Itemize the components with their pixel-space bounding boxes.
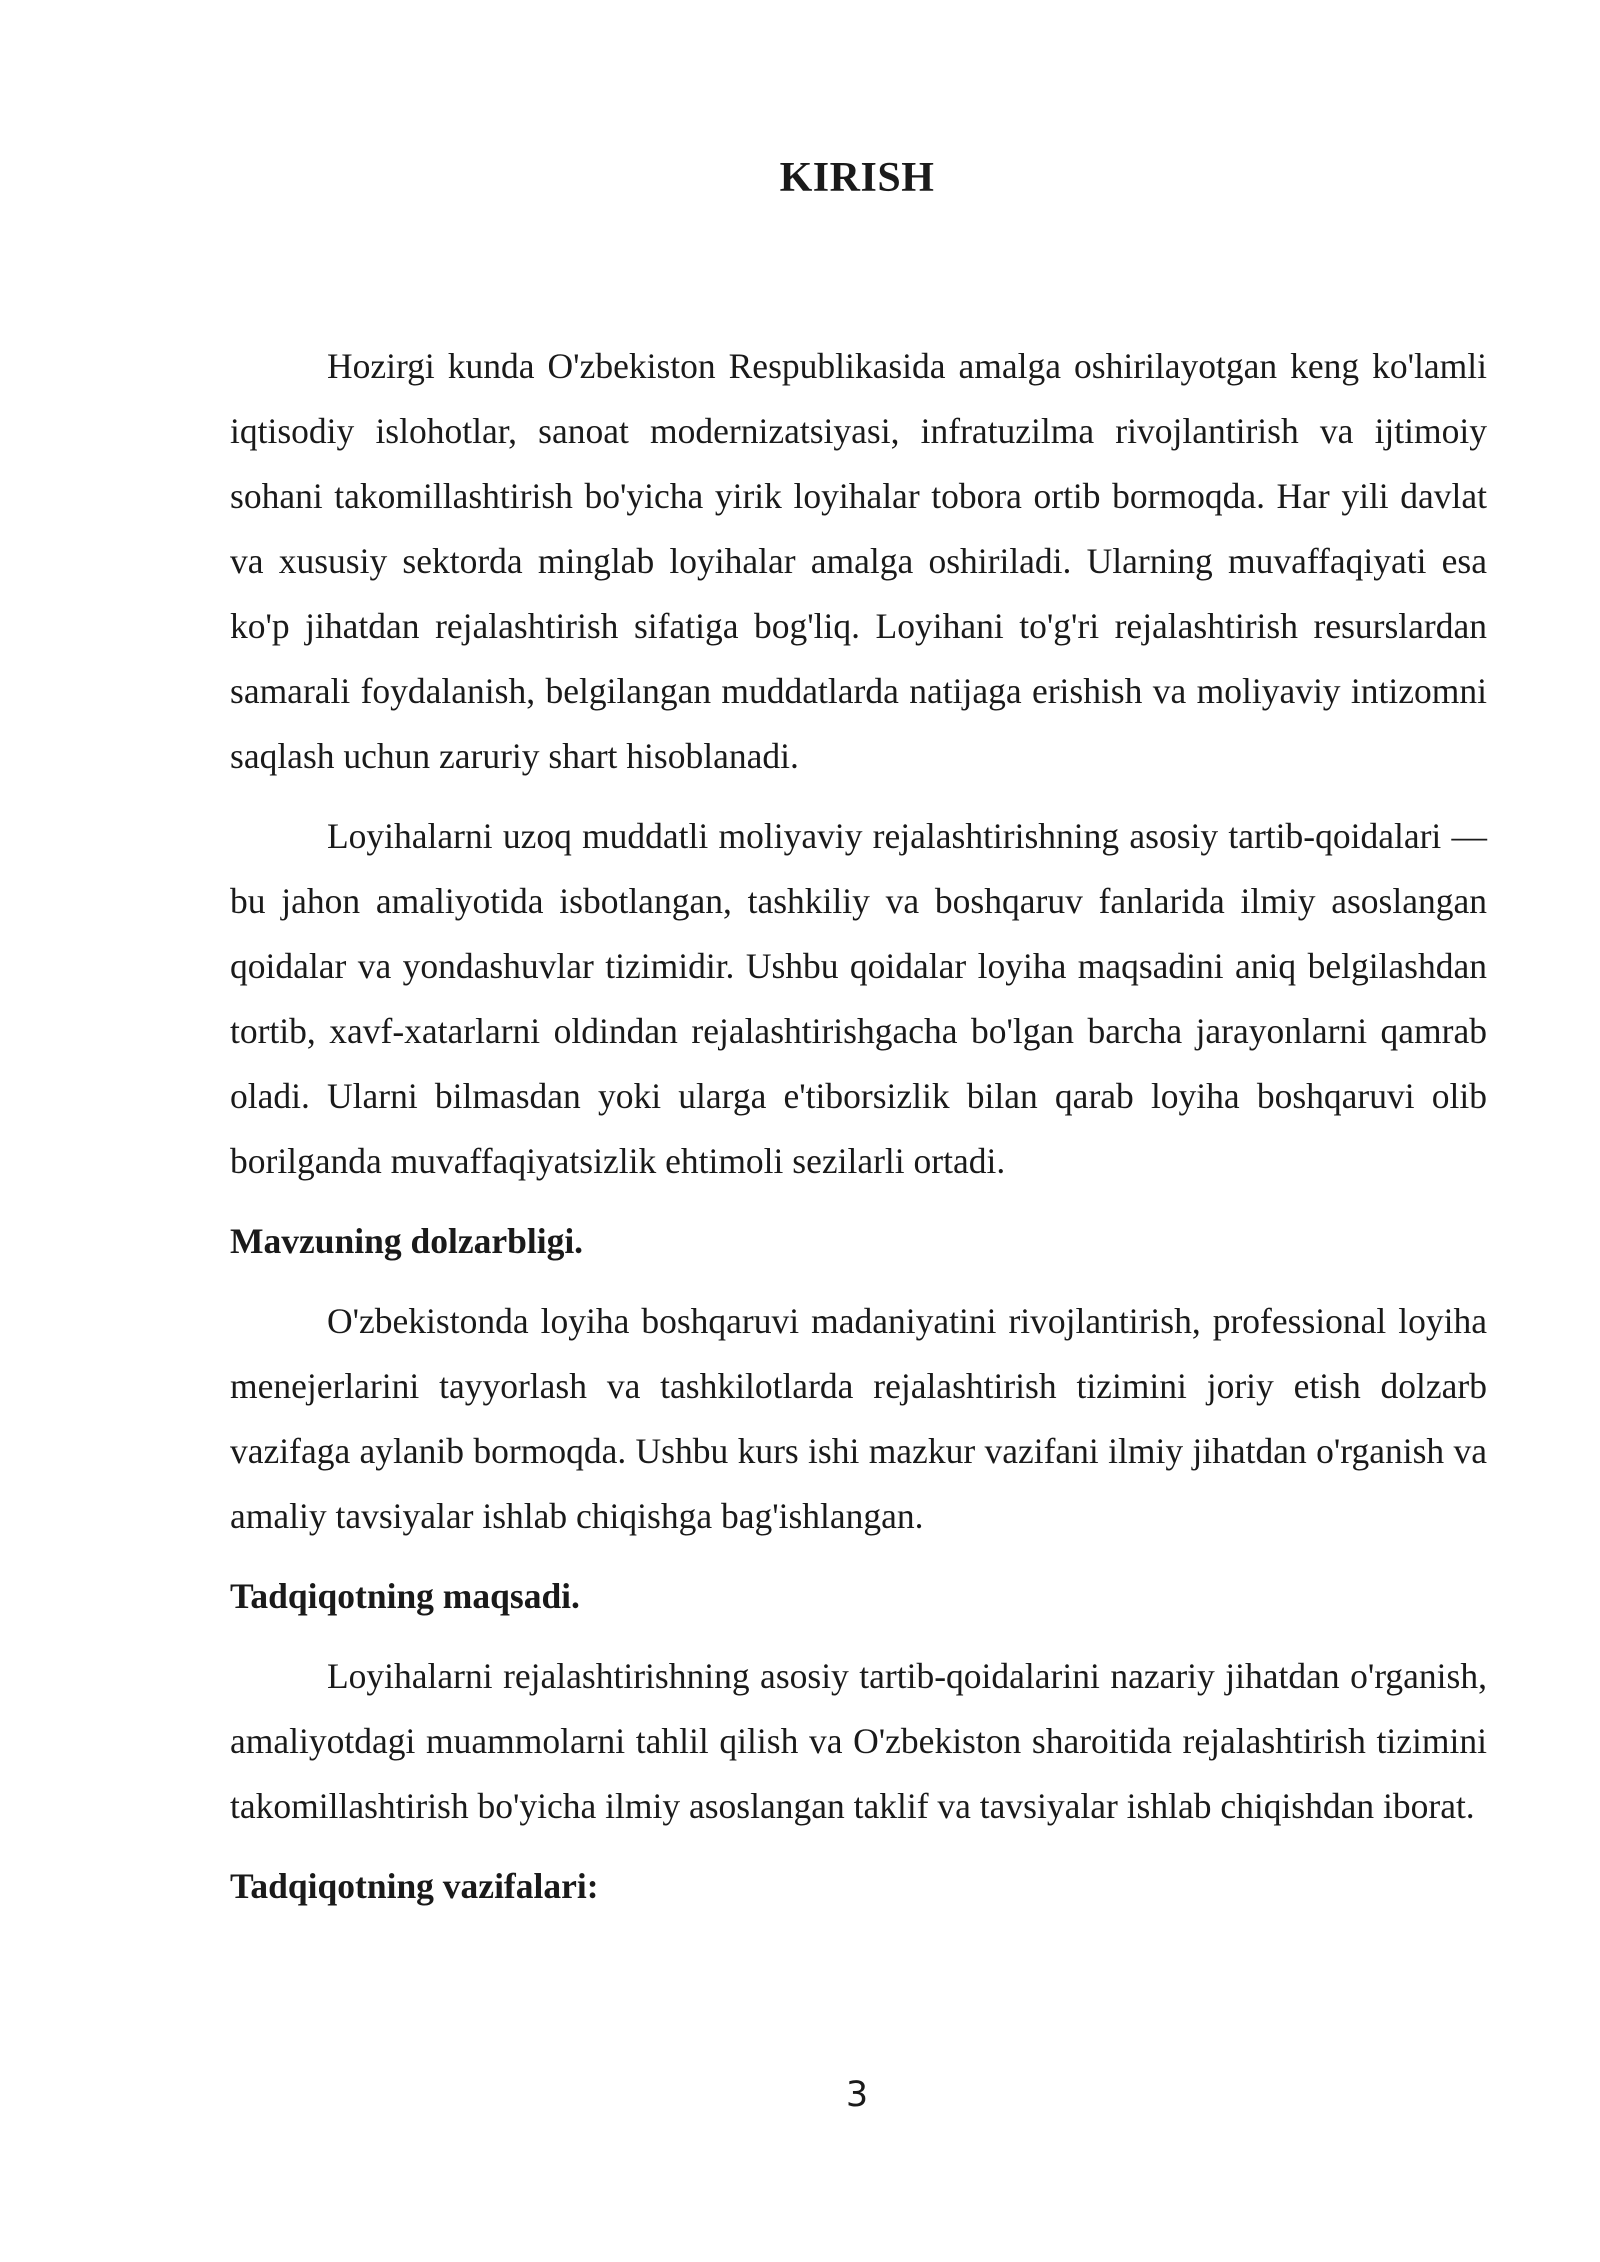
page-title: KIRISH: [779, 155, 935, 201]
relevance-paragraph: O'zbekistonda loyiha boshqaruvi madaniyatini rivojlantirish, professional loyiha menejerlarini tayyorlash va tashkilotlarda rejalashtirish tizimini joriy etish dolzarb vazifaga aylanib bormoqda. Ushbu kurs ishi mazkur vazifani ilmiy jihatdan o'rganish va amaliy tavsiyalar ishlab chiqishga bag'ishlangan.: [230, 1301, 1487, 1536]
page-number: 3: [845, 2075, 869, 2115]
body-content: [230, 334, 1487, 1934]
section-heading-tasks: Tadqiqotning vazifalari:: [230, 1866, 599, 1906]
intro-paragraph-1: Hozirgi kunda O'zbekiston Respublikasida amalga oshirilayotgan keng ko'lamli iqtisodiy islohotlar, sanoat modernizatsiyasi, infratuzilma rivojlantirish va ijtimoiy sohani takomillashtirish bo'yicha yirik loyihalar tobora ortib bormoqda. Har yili davlat va xususiy sektorda minglab loyihalar amalga oshiriladi. Ularning muvaffaqiyati esa ko'p jihatdan rejalashtirish sifatiga bog'liq. Loyihani to'g'ri rejalashtirish resurslardan samarali foydalanish, belgilangan muddatlarda natijaga erishish va moliyaviy intizomni saqlash uchun zaruriy shart hisoblanadi.: [230, 346, 1487, 776]
section-heading-relevance: Mavzuning dolzarbligi.: [230, 1221, 584, 1261]
intro-paragraph-2: Loyihalarni uzoq muddatli moliyaviy rejalashtirishning asosiy tartib-qoidalari — bu jahon amaliyotida isbotlangan, tashkiliy va boshqaruv fanlarida ilmiy asoslangan qoidalar va yondashuvlar tizimidir. Ushbu qoidalar loyiha maqsadini aniq belgilashdan tortib, xavf-xatarlarni oldindan rejalashtirishgacha bo'lgan barcha jarayonlarni qamrab oladi. Ularni bilmasdan yoki ularga e'tiborsizlik bilan qarab loyiha boshqaruvi olib borilganda muvaffaqiyatsizlik ehtimoli sezilarli ortadi.: [230, 816, 1487, 1181]
section-heading-goal: Tadqiqotning maqsadi.: [230, 1576, 580, 1616]
goal-paragraph: Loyihalarni rejalashtirishning asosiy tartib-qoidalarini nazariy jihatdan o'rganish, amaliyotdagi muammolarni tahlil qilish va O'zbekiston sharoitida rejalashtirish tizimini takomillashtirish bo'yicha ilmiy asoslangan taklif va tavsiyalar ishlab chiqishdan iborat.: [230, 1656, 1487, 1826]
